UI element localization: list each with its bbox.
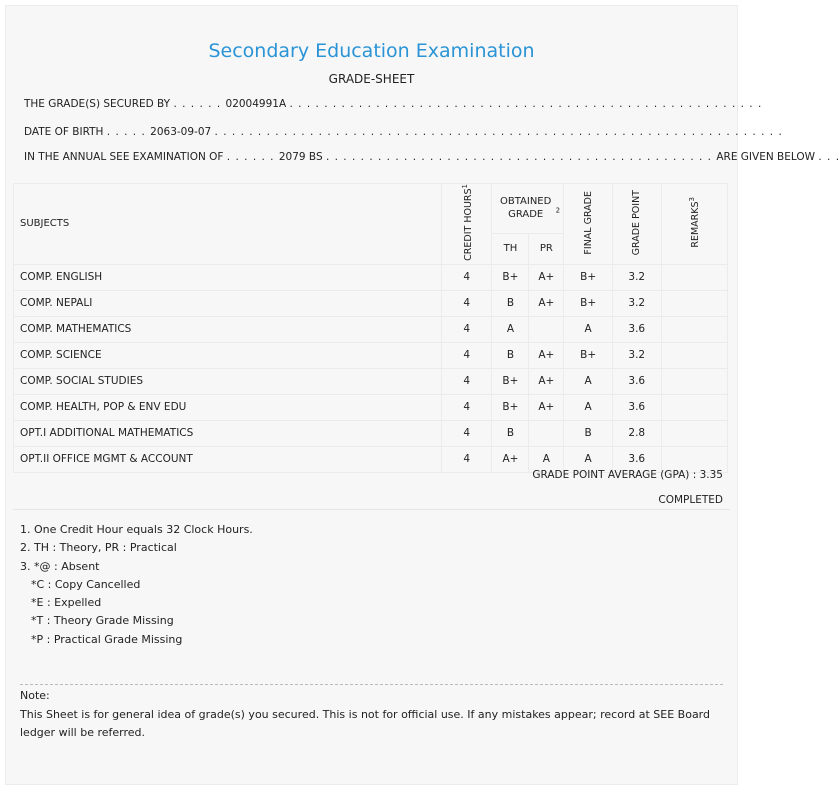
subject-name: COMP. NEPALI bbox=[14, 290, 442, 316]
grade-point: 2.8 bbox=[612, 420, 661, 446]
legend-expelled: *E : Expelled bbox=[31, 596, 102, 610]
table-row bbox=[14, 420, 728, 446]
legend-absent: 3. *@ : Absent bbox=[20, 559, 100, 573]
dob-line: DATE OF BIRTH . . . . . 2063-09-07 . . . . . . . . . . . . . . . . . . . . . . . . . . . . . . . . . . . . . . . . . . . . . . . . . . . . . . . . . . . . . . . . . . bbox=[24, 126, 783, 138]
final-grade: A bbox=[564, 316, 613, 342]
legend-practical-missing: *P : Practical Grade Missing bbox=[31, 632, 183, 646]
grade-th: A bbox=[492, 316, 529, 342]
grade-pr: A+ bbox=[529, 290, 564, 316]
grade-th: B+ bbox=[492, 394, 529, 420]
header-subjects: SUBJECTS bbox=[14, 184, 442, 265]
legend-th-pr: 2. TH : Theory, PR : Practical bbox=[20, 541, 177, 555]
legend-credit-hour: 1. One Credit Hour equals 32 Clock Hours. bbox=[20, 523, 253, 536]
grade-sheet bbox=[5, 5, 840, 785]
header-grade-point: GRADE POINT bbox=[612, 184, 661, 265]
legend-theory-missing: *T : Theory Grade Missing bbox=[31, 614, 174, 628]
remarks bbox=[661, 342, 727, 368]
exam-year: 2079 BS bbox=[278, 151, 323, 163]
grade-pr: A+ bbox=[529, 264, 564, 290]
table-row bbox=[14, 394, 728, 420]
remarks bbox=[661, 316, 727, 342]
grade-th: A+ bbox=[492, 446, 529, 472]
grade-pr: A+ bbox=[529, 342, 564, 368]
header-pr: PR bbox=[529, 233, 564, 264]
remarks bbox=[661, 394, 727, 420]
grades-table bbox=[13, 183, 728, 473]
grade-pr bbox=[529, 420, 564, 446]
symbol-number: 02004991A bbox=[225, 98, 287, 110]
grades-secured-line: THE GRADE(S) SECURED BY . . . . . . 02004991A . . . . . . . . . . . . . . . . . . . . . . . . . . . . . . . . . . . . . . . . . . . . . . . . . . . . . . . bbox=[24, 98, 763, 110]
header-obtained-grade: OBTAINED GRADE $^2$ bbox=[492, 184, 564, 234]
table-row bbox=[14, 368, 728, 394]
grade-th: B bbox=[492, 420, 529, 446]
grade-point: 3.6 bbox=[612, 394, 661, 420]
header-credit-hours: CREDIT HOURS$^1$ bbox=[441, 184, 492, 265]
note-section bbox=[20, 687, 720, 743]
grade-point: 3.2 bbox=[612, 264, 661, 290]
note-label: Note: bbox=[20, 689, 50, 702]
final-grade: A bbox=[564, 446, 613, 472]
grades-secured-label: THE GRADE(S) SECURED BY bbox=[24, 98, 171, 110]
table-row bbox=[14, 316, 728, 342]
grade-th: B bbox=[492, 290, 529, 316]
final-grade: B bbox=[564, 420, 613, 446]
header-final-grade: FINAL GRADE bbox=[564, 184, 613, 265]
note-text: This Sheet is for general idea of grade(s) you secured. This is not for official use. If any mistakes appear; record at SEE Board ledger will be referred. bbox=[20, 707, 710, 739]
subject-name: COMP. SOCIAL STUDIES bbox=[14, 368, 442, 394]
subject-name: COMP. MATHEMATICS bbox=[14, 316, 442, 342]
given-below-label: ARE GIVEN BELOW bbox=[716, 151, 815, 163]
credit-hours: 4 bbox=[441, 420, 492, 446]
dashed-divider bbox=[20, 684, 723, 685]
sheet-subtitle: GRADE-SHEET bbox=[328, 72, 415, 86]
grade-th: B+ bbox=[492, 264, 529, 290]
remarks bbox=[661, 420, 727, 446]
credit-hours: 4 bbox=[441, 394, 492, 420]
remarks bbox=[661, 290, 727, 316]
grade-point: 3.6 bbox=[612, 316, 661, 342]
final-grade: A bbox=[564, 394, 613, 420]
gpa-value: 3.35 bbox=[699, 469, 723, 481]
grade-point: 3.6 bbox=[612, 368, 661, 394]
dob-value: 2063-09-07 bbox=[150, 126, 212, 138]
header-remarks: REMARKS$^3$ bbox=[661, 184, 727, 265]
grade-th: B+ bbox=[492, 368, 529, 394]
exam-line: IN THE ANNUAL SEE EXAMINATION OF . . . . . . 2079 BS . . . . . . . . . . . . . . . . . . . . . . . . . . . . . . . . . . . . . . . . . . . . . ARE GIVEN BELOW . . . bbox=[24, 151, 840, 163]
exam-label: IN THE ANNUAL SEE EXAMINATION OF bbox=[24, 151, 224, 163]
divider bbox=[13, 509, 730, 510]
grade-point: 3.2 bbox=[612, 290, 661, 316]
legend bbox=[20, 521, 253, 649]
final-grade: B+ bbox=[564, 264, 613, 290]
dob-label: DATE OF BIRTH bbox=[24, 126, 104, 138]
credit-hours: 4 bbox=[441, 264, 492, 290]
result-status: COMPLETED bbox=[658, 494, 723, 506]
subject-name: COMP. ENGLISH bbox=[14, 264, 442, 290]
exam-title: Secondary Education Examination bbox=[208, 40, 535, 62]
grade-pr: A bbox=[529, 446, 564, 472]
grade-point: 3.6 bbox=[612, 446, 661, 472]
grade-pr: A+ bbox=[529, 368, 564, 394]
table-row bbox=[14, 342, 728, 368]
grade-point: 3.2 bbox=[612, 342, 661, 368]
credit-hours: 4 bbox=[441, 290, 492, 316]
gpa-line bbox=[532, 469, 723, 481]
gpa-label: GRADE POINT AVERAGE (GPA) : bbox=[532, 469, 697, 481]
subject-name: OPT.II OFFICE MGMT & ACCOUNT bbox=[14, 446, 442, 472]
subject-name: COMP. SCIENCE bbox=[14, 342, 442, 368]
grade-pr bbox=[529, 316, 564, 342]
final-grade: A bbox=[564, 368, 613, 394]
subject-name: OPT.I ADDITIONAL MATHEMATICS bbox=[14, 420, 442, 446]
final-grade: B+ bbox=[564, 342, 613, 368]
legend-copy-cancelled: *C : Copy Cancelled bbox=[31, 577, 141, 591]
grade-pr: A+ bbox=[529, 394, 564, 420]
header-th: TH bbox=[492, 233, 529, 264]
grade-th: B bbox=[492, 342, 529, 368]
subject-name: COMP. HEALTH, POP & ENV EDU bbox=[14, 394, 442, 420]
remarks bbox=[661, 368, 727, 394]
credit-hours: 4 bbox=[441, 316, 492, 342]
credit-hours: 4 bbox=[441, 368, 492, 394]
table-row bbox=[14, 264, 728, 290]
final-grade: B+ bbox=[564, 290, 613, 316]
table-row bbox=[14, 290, 728, 316]
remarks bbox=[661, 264, 727, 290]
credit-hours: 4 bbox=[441, 446, 492, 472]
credit-hours: 4 bbox=[441, 342, 492, 368]
